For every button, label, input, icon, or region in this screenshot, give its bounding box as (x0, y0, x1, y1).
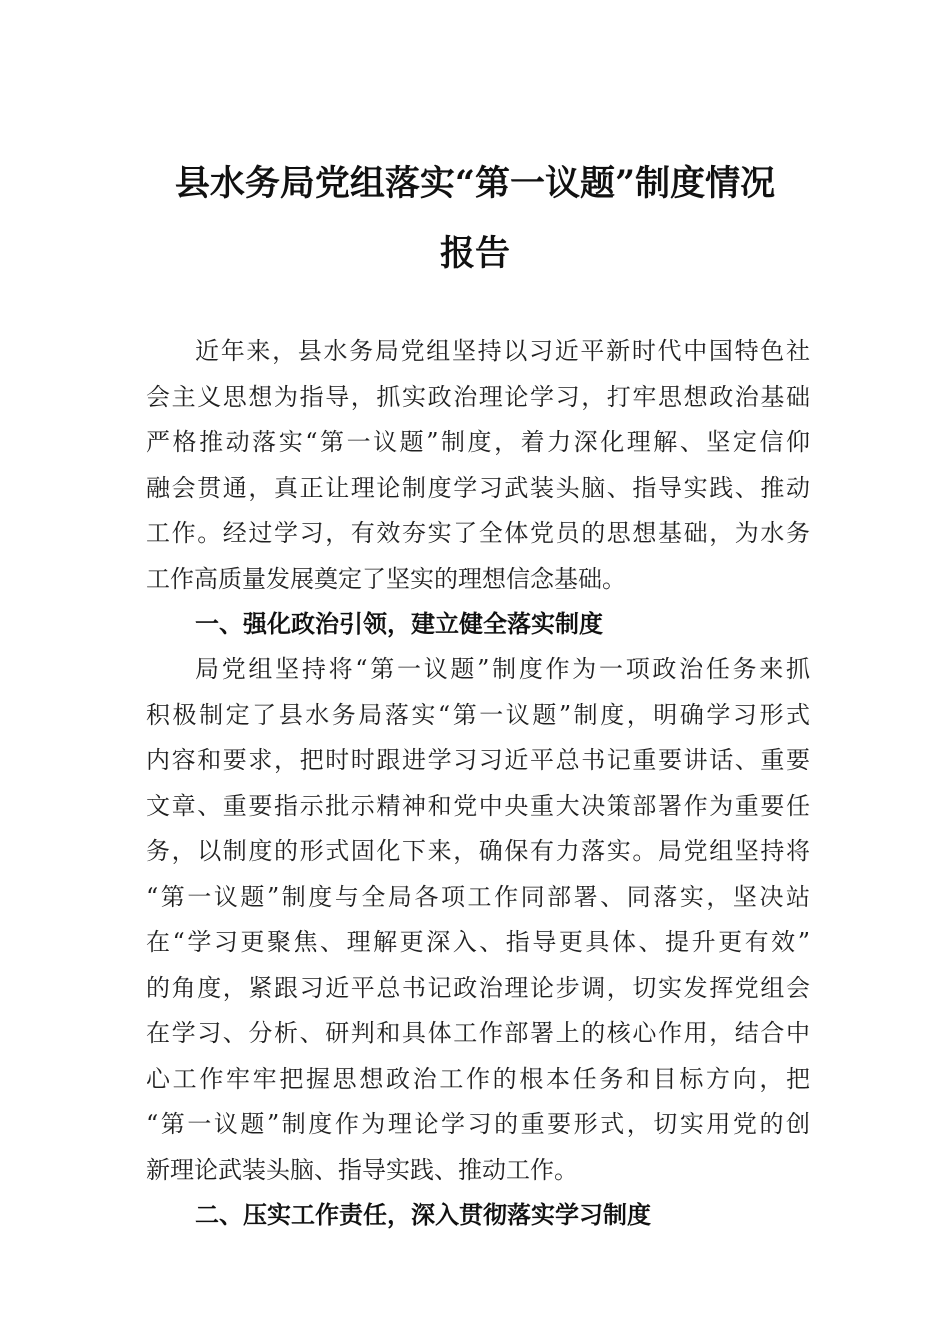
intro-paragraph-line: 会主义思想为指导，抓实政治理论学习，打牢思想政治基础 (146, 383, 810, 411)
section1-paragraph-line: 的角度，紧跟习近平总书记政治理论步调，切实发挥党组会 (146, 974, 810, 1002)
section1-paragraph-line: 心工作牢牢把握思想政治工作的根本任务和目标方向，把 (146, 1065, 810, 1093)
section1-paragraph-line: 务，以制度的形式固化下来，确保有力落实。局党组坚持将 (146, 837, 810, 865)
section1-paragraph-line: 新理论武装头脑、指导实践、推动工作。 (146, 1156, 578, 1184)
section-heading-2: 二、压实工作责任，深入贯彻落实学习制度 (195, 1201, 651, 1229)
intro-paragraph-line: 工作高质量发展奠定了坚实的理想信念基础。 (146, 565, 626, 593)
intro-paragraph-line: 融会贯通，真正让理论制度学习武装头脑、指导实践、推动 (146, 474, 810, 502)
document-title-line-1: 县水务局党组落实“第一议题”制度情况 (174, 163, 776, 204)
section1-paragraph-line: “第一议题”制度作为理论学习的重要形式，切实用党的创 (146, 1110, 810, 1138)
section1-paragraph-line: 积极制定了县水务局落实“第一议题”制度，明确学习形式 (146, 701, 810, 729)
section1-paragraph-line: 文章、重要指示批示精神和党中央重大决策部署作为重要任 (146, 792, 810, 820)
section1-paragraph-line: “第一议题”制度与全局各项工作同部署、同落实，坚决站 (146, 883, 810, 911)
intro-paragraph-line: 工作。经过学习，有效夯实了全体党员的思想基础，为水务 (146, 519, 810, 547)
section1-paragraph-line: 局党组坚持将“第一议题”制度作为一项政治任务来抓 (195, 655, 810, 683)
intro-paragraph-line: 严格推动落实“第一议题”制度，着力深化理解、坚定信仰 (146, 428, 810, 456)
section-heading-1: 一、强化政治引领，建立健全落实制度 (195, 610, 603, 638)
section1-paragraph-line: 在学习、分析、研判和具体工作部署上的核心作用，结合中 (146, 1019, 810, 1047)
intro-paragraph-line: 近年来，县水务局党组坚持以习近平新时代中国特色社 (195, 337, 810, 365)
document-title-line-2: 报告 (439, 233, 510, 274)
section1-paragraph-line: 在“学习更聚焦、理解更深入、指导更具体、提升更有效” (146, 928, 810, 956)
section1-paragraph-line: 内容和要求，把时时跟进学习习近平总书记重要讲话、重要 (146, 746, 810, 774)
